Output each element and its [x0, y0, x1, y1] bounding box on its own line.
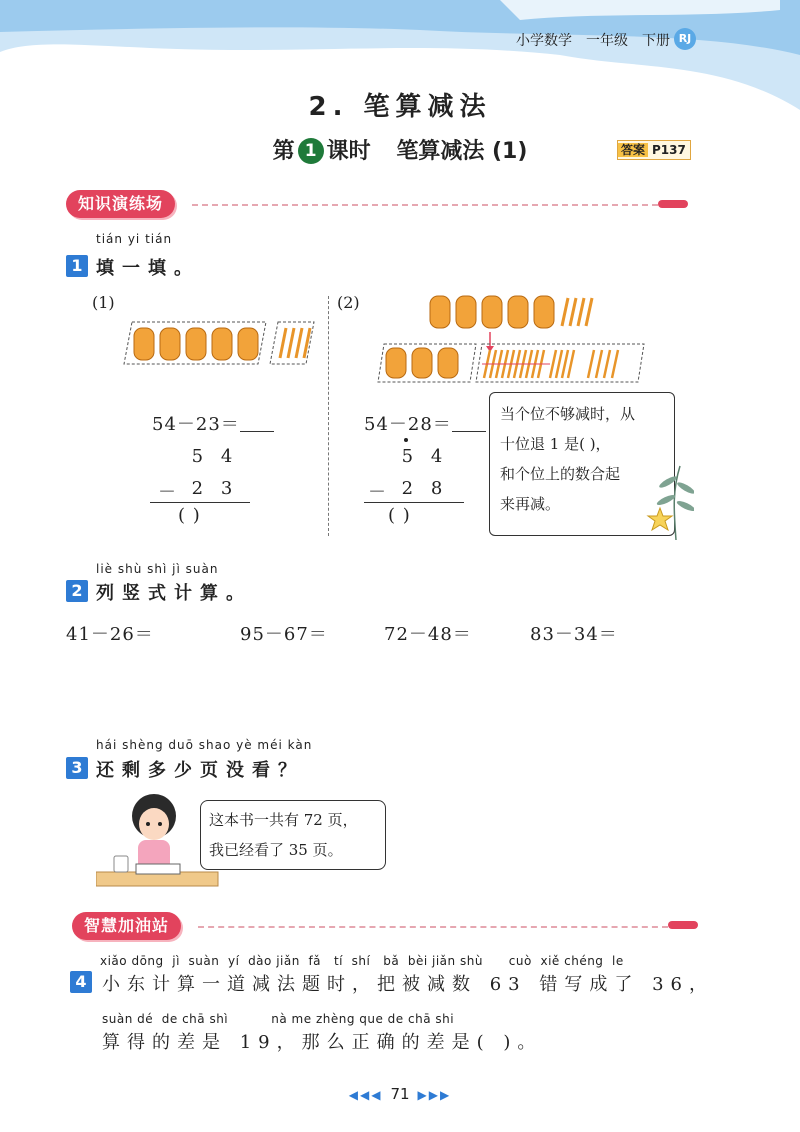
- speech-bubble: [200, 800, 386, 870]
- hint-line: 当个位不够减时，从: [500, 405, 636, 423]
- lesson-number-badge: 1: [298, 138, 324, 164]
- speech-line: 这本书一共有 72 页，: [209, 811, 358, 829]
- hint-line: 十位退 1 是( )，: [500, 435, 611, 453]
- series-volume: 下册: [642, 33, 670, 49]
- q4-number: 4: [70, 971, 92, 993]
- q1-part2-answer-blank[interactable]: [452, 416, 486, 432]
- series-info: [502, 30, 670, 50]
- q1-part2-subtrahend: 2 8: [401, 478, 449, 499]
- series-subject: 小学数学: [516, 33, 572, 49]
- q1-part1-answer-blank[interactable]: [240, 416, 274, 432]
- q1-part2-minus: －: [368, 482, 386, 503]
- q1-part2-minuend: 5 4: [401, 446, 449, 467]
- edition-badge: RJ: [674, 28, 696, 50]
- lesson-suffix: 课时: [326, 139, 371, 164]
- answer-reference[interactable]: [617, 140, 691, 160]
- q1-part2-result[interactable]: ( ): [388, 505, 411, 526]
- speech-line: 我已经看了 35 页。: [209, 841, 343, 859]
- q1-part2-expr-text: 54－28＝: [364, 414, 452, 435]
- q1-divider: [328, 296, 329, 536]
- section-tag-challenge: 智慧加油站: [72, 912, 181, 940]
- leaf-decoration-icon: [646, 462, 694, 542]
- q2-item-2: 95－67＝: [240, 624, 328, 645]
- sticks-illustration-1: [120, 318, 320, 368]
- q4-pinyin-2: suàn dé de chā shì nà me zhèng que de chā shi: [102, 1012, 455, 1026]
- answer-label: 答案: [618, 143, 648, 157]
- q2-number: 2: [66, 580, 88, 602]
- q4-line-1: 小东计算一道减法题时，把被减数 63 错写成了 36，: [102, 974, 714, 995]
- q1-part1-minuend: 5 4: [191, 446, 239, 467]
- q1-part1-label: (1): [92, 293, 115, 312]
- q1-part1-subtrahend: 2 3: [191, 478, 239, 499]
- section-divider: [192, 204, 658, 206]
- q1-pinyin: tián yi tián: [96, 232, 173, 246]
- hint-line: 和个位上的数合起: [500, 465, 621, 483]
- q3-text: 还剩多少页没看？: [96, 760, 304, 781]
- prev-arrows-icon: ◀◀◀: [348, 1088, 383, 1102]
- q1-number: 1: [66, 255, 88, 277]
- q2-item-4: 83－34＝: [530, 624, 618, 645]
- q4-line-2: 算得的差是 19，那么正确的差是( )。: [102, 1032, 543, 1053]
- q1-part1-result[interactable]: ( ): [178, 505, 201, 526]
- q4-pinyin-1: xiǎo dōng jì suàn yí dào jiǎn fǎ tí shí bǎ bèi jiǎn shù cuò xiě chéng le: [100, 954, 624, 968]
- unit-title: 2. 笔算减法: [308, 92, 492, 122]
- q1-part1-rule: [150, 502, 250, 503]
- page-footer: [0, 1085, 800, 1103]
- q1-part1-expr-text: 54－23＝: [152, 414, 240, 435]
- section-divider: [198, 926, 668, 928]
- lesson-prefix: 第: [272, 139, 295, 164]
- q2-pinyin: liè shù shì jì suàn: [96, 562, 219, 576]
- q3-number: 3: [66, 757, 88, 779]
- q1-part1-expr: [152, 410, 274, 436]
- q2-item-3: 72－48＝: [384, 624, 472, 645]
- q1-part1-minus: －: [158, 482, 176, 503]
- page-number: 71: [390, 1085, 410, 1103]
- q3-pinyin: hái shèng duō shao yè méi kàn: [96, 738, 313, 752]
- borrow-dot: [404, 438, 408, 442]
- q1-part2-expr: [364, 410, 486, 436]
- q1-text: 填一填。: [96, 258, 200, 279]
- section-tag-practice: 知识演练场: [66, 190, 175, 218]
- q1-part2-label: (2): [337, 293, 360, 312]
- hint-line: 来再减。: [500, 495, 561, 513]
- series-grade: 一年级: [586, 33, 628, 49]
- q2-item-1: 41－26＝: [66, 624, 154, 645]
- pencil-icon: [658, 200, 688, 208]
- pencil-icon: [668, 921, 698, 929]
- lesson-name: 笔算减法 (1): [396, 139, 528, 164]
- answer-page: P137: [652, 143, 686, 157]
- q1-part2-rule: [364, 502, 464, 503]
- next-arrows-icon: ▶▶▶: [417, 1088, 452, 1102]
- sticks-illustration-2: [372, 292, 652, 386]
- q2-text: 列竖式计算。: [96, 583, 252, 604]
